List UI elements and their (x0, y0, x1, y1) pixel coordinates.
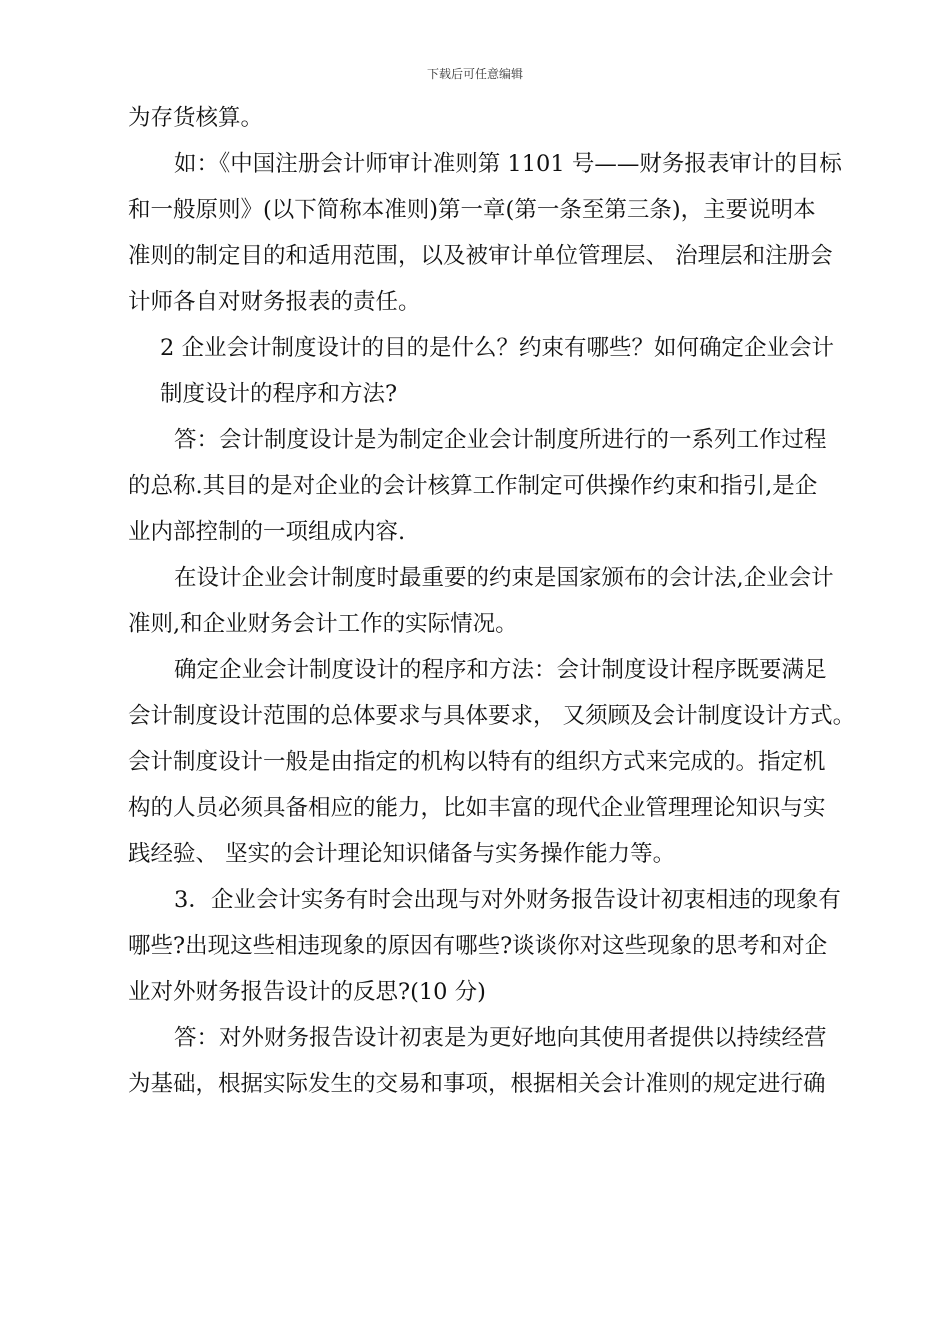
text-line: 践经验、 坚实的会计理论知识储备与实务操作能力等。 (128, 841, 676, 867)
text-line: 为存货核算。 (128, 105, 264, 131)
text-line: 构的人员必须具备相应的能力，比如丰富的现代企业管理理论知识与实 (128, 795, 826, 821)
text-line: 计师各自对财务报表的责任。 (128, 289, 421, 315)
text-line: 会计制度设计范围的总体要求与具体要求， 又须顾及会计制度设计方式。 (128, 703, 856, 729)
question-line: 哪些?出现这些相违现象的原因有哪些?谈谈你对这些现象的思考和对企 (128, 933, 828, 959)
text-line: 为基础，根据实际发生的交易和事项，根据相关会计准则的规定进行确 (128, 1071, 826, 1097)
question-line: 制度设计的程序和方法? (160, 381, 398, 407)
text-line: 在设计企业会计制度时最重要的约束是国家颁布的会计法,企业会计 (174, 565, 834, 591)
text-line: 答：会计制度设计是为制定企业会计制度所进行的一系列工作过程 (174, 427, 827, 453)
text-line: 和一般原则》(以下简称本准则)第一章(第一条至第三条)，主要说明本 (128, 197, 816, 223)
question-line: 业对外财务报告设计的反思?(10 分) (128, 979, 486, 1005)
question-line: 2 企业会计制度设计的目的是什么？约束有哪些？如何确定企业会计 (160, 335, 834, 361)
text-line: 业内部控制的一项组成内容. (128, 519, 406, 545)
question-line: 3．企业会计实务有时会出现与对外财务报告设计初衷相违的现象有 (174, 887, 841, 913)
text-line: 如：《中国注册会计师审计准则第 1101 号——财务报表审计的目标 (174, 151, 842, 177)
text-line: 准则的制定目的和适用范围，以及被审计单位管理层、 治理层和注册会 (128, 243, 833, 269)
text-line: 的总称.其目的是对企业的会计核算工作制定可供操作约束和指引,是企 (128, 473, 818, 499)
text-line: 会计制度设计一般是由指定的机构以特有的组织方式来完成的。指定机 (128, 749, 826, 775)
document-body (128, 95, 860, 1107)
text-line: 准则,和企业财务会计工作的实际情况。 (128, 611, 518, 637)
page-header: 下载后可任意编辑 (426, 67, 523, 81)
text-line: 确定企业会计制度设计的程序和方法：会计制度设计程序既要满足 (174, 657, 827, 683)
text-line: 答：对外财务报告设计初衷是为更好地向其使用者提供以持续经营 (174, 1025, 827, 1051)
